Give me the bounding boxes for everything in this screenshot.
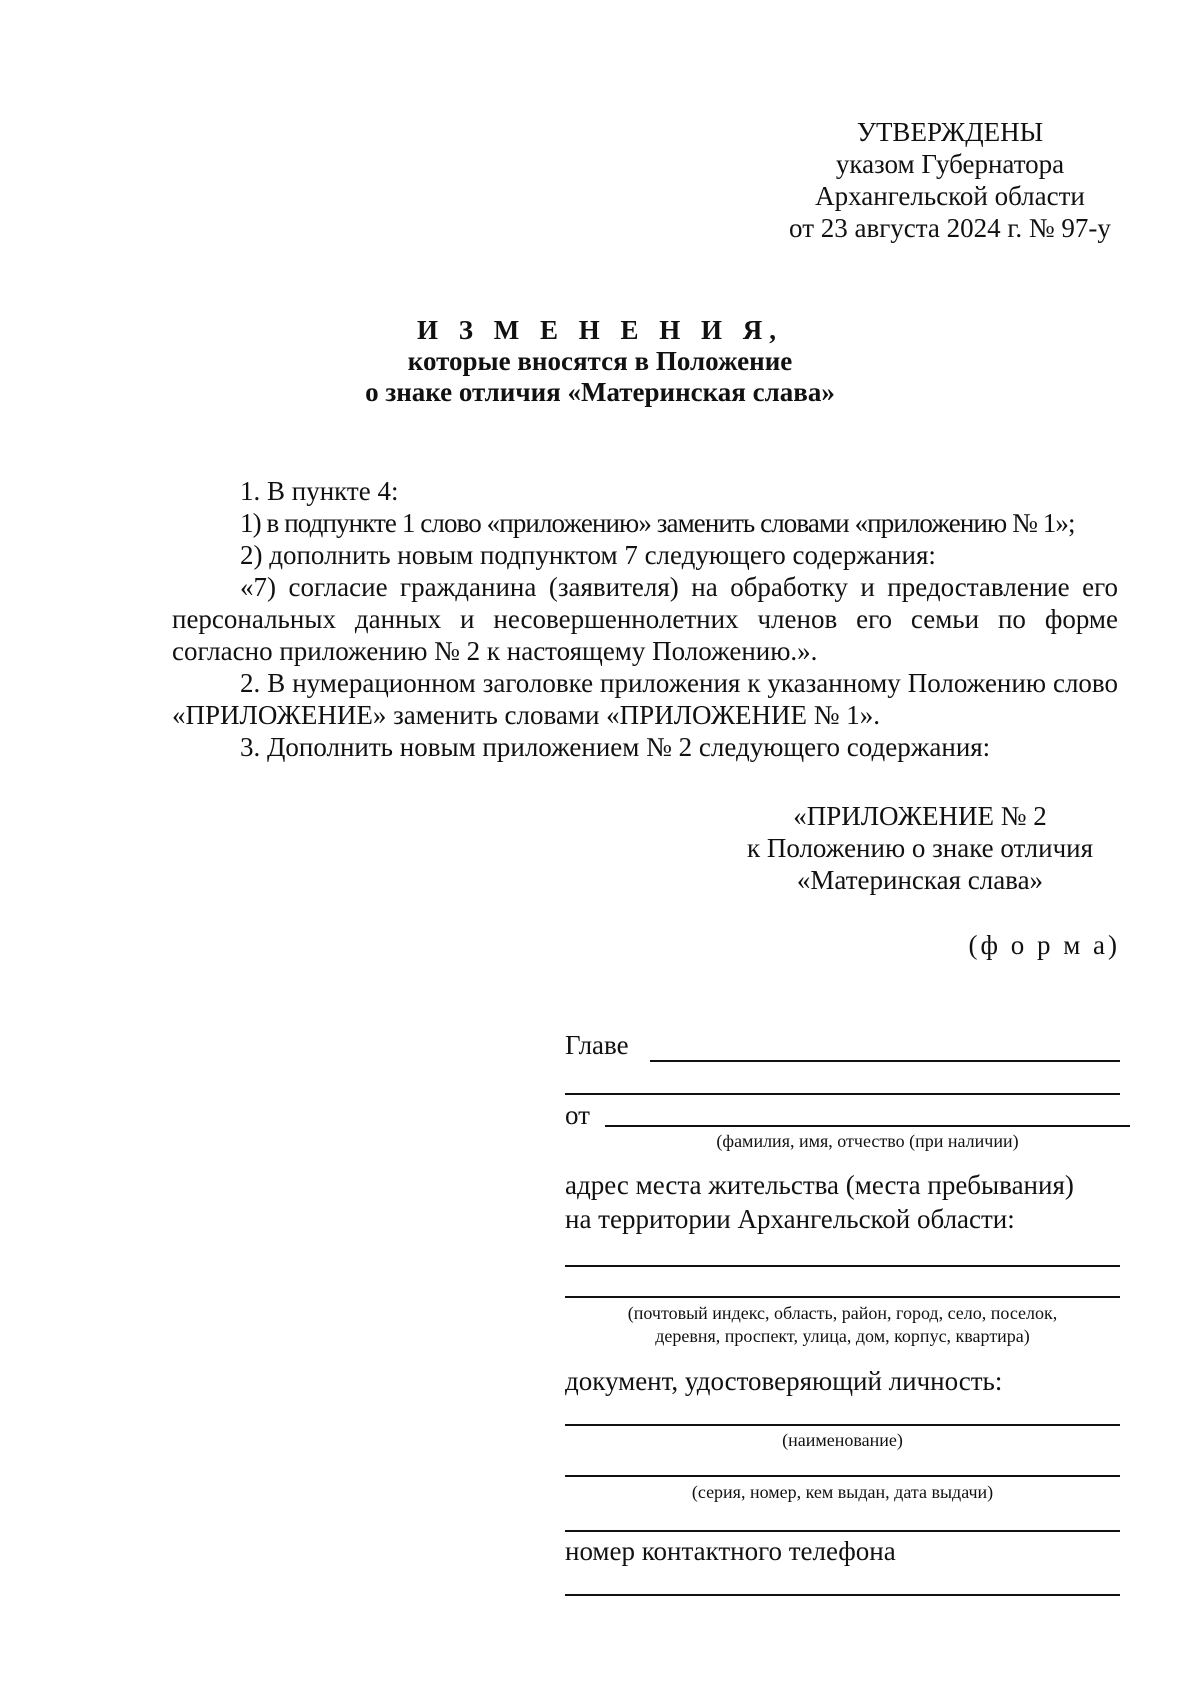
- document-name-caption: (наименование): [782, 1430, 903, 1450]
- paragraph-3: 3. Дополнить новым приложением № 2 следующего содержания:: [240, 732, 991, 762]
- paragraph-1-sub-1: 1) в подпункте 1 слово «приложению» заменить словами «приложению № 1»;: [240, 508, 1075, 538]
- paragraph-quote-7: «7) согласие гражданина (заявителя) на обработку и предоставление его персональных данных и несовершеннолетних членов его семьи по форме согласно приложению № 2 к настоящему Положению.».: [172, 572, 1118, 666]
- fio-caption: (фамилия, имя, отчество (при наличии): [716, 1131, 1019, 1151]
- appendix-reference: к Положению о знаке отличия: [746, 833, 1094, 863]
- phone-line[interactable]: [565, 1594, 1120, 1596]
- document-name-line[interactable]: [565, 1424, 1120, 1426]
- from-label: от: [565, 1100, 590, 1130]
- appendix-header: [720, 800, 1120, 896]
- appendix-award-name: «Материнская слава»: [796, 865, 1044, 895]
- phone-label: номер контактного телефона: [565, 1536, 896, 1566]
- approval-heading: УТВЕРЖДЕНЫ: [856, 117, 1044, 147]
- title-subline-1: которые вносятся в Положение: [407, 346, 793, 376]
- title-heading: И З М Е Н Е Н И Я,: [416, 315, 783, 345]
- paragraph-1: 1. В пункте 4:: [240, 476, 399, 506]
- approval-block: [760, 116, 1140, 244]
- address-label-2: на территории Архангельской области:: [565, 1204, 1015, 1234]
- title-subline-2: о знаке отличия «Материнская слава»: [365, 377, 835, 407]
- address-label-1: адрес места жительства (места пребывания): [565, 1170, 1074, 1200]
- document-body: [172, 475, 1118, 763]
- approval-authority: указом Губернатора: [835, 149, 1065, 179]
- head-label: Главе: [565, 1030, 629, 1060]
- paragraph-1-sub-2: 2) дополнить новым подпунктом 7 следующего содержания:: [240, 540, 936, 570]
- address-line-1[interactable]: [565, 1265, 1120, 1267]
- head-name-line[interactable]: [650, 1060, 1120, 1062]
- document-extra-line[interactable]: [565, 1530, 1120, 1532]
- address-line-2[interactable]: [565, 1296, 1120, 1298]
- form-marker: (ф о р м а): [968, 930, 1120, 960]
- head-name-line-2[interactable]: [565, 1093, 1120, 1095]
- approval-date-number: от 23 августа 2024 г. № 97-у: [789, 213, 1111, 243]
- document-series-line[interactable]: [565, 1475, 1120, 1477]
- approval-region: Архангельской области: [815, 181, 1085, 211]
- appendix-title: «ПРИЛОЖЕНИЕ № 2: [793, 801, 1047, 831]
- document-label: документ, удостоверяющий личность:: [565, 1366, 1003, 1396]
- document-series-caption: (серия, номер, кем выдан, дата выдачи): [691, 1482, 994, 1502]
- applicant-name-line[interactable]: [605, 1125, 1130, 1127]
- address-caption-1: (почтовый индекс, область, район, город, село, поселок,: [627, 1303, 1058, 1323]
- document-title: [300, 315, 900, 408]
- address-caption-2: деревня, проспект, улица, дом, корпус, квартира): [655, 1326, 1030, 1346]
- paragraph-2: 2. В нумерационном заголовке приложения к указанному Положению слово «ПРИЛОЖЕНИЕ» заменить словами «ПРИЛОЖЕНИЕ № 1».: [172, 668, 1118, 730]
